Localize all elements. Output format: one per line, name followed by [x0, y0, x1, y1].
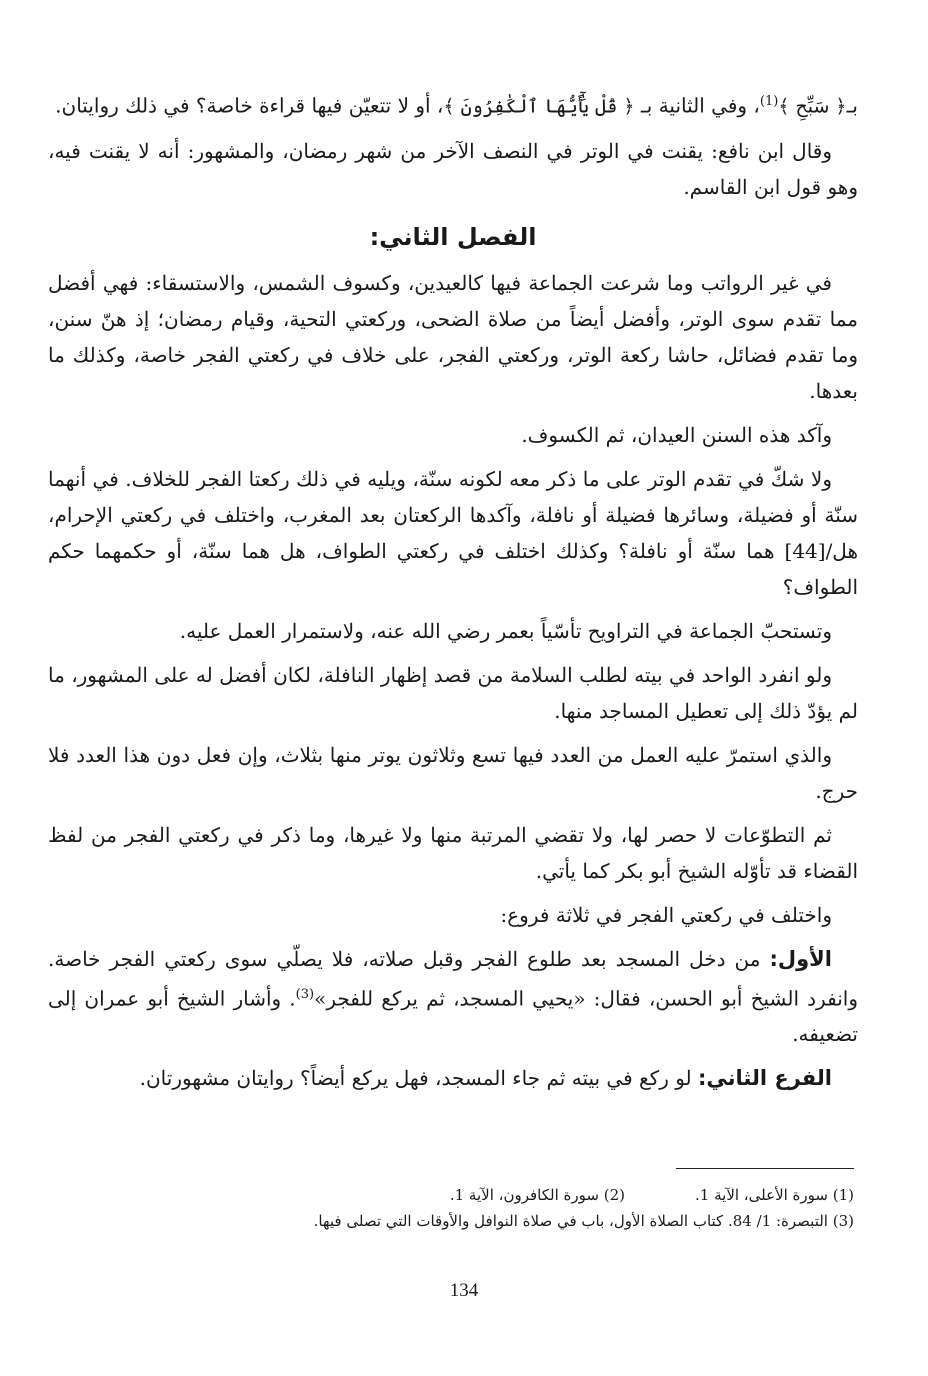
section-heading: الفصل الثاني:: [369, 222, 537, 251]
paragraph: ثم التطوّعات لا حصر لها، ولا تقضي المرتبة منها ولا غيرها، وما ذكر في ركعتي الفجر من لفظ القضاء قد تأوّله الشيخ أبو بكر كما يأتي.: [48, 822, 858, 883]
paragraph-branch-first: [48, 941, 858, 1053]
paragraph: وتستحبّ الجماعة في التراويح تأسّياً بعمر رضي الله عنه، ولاستمرار العمل عليه.: [179, 618, 832, 643]
paragraph: وقال ابن نافع: يقنت في الوتر في النصف الآخر من شهر رمضان، والمشهور: أنه لا يقنت فيه، وهو قول ابن القاسم.: [48, 138, 858, 199]
footnote-ref: (3): [295, 986, 315, 1002]
footnotes: [64, 1182, 854, 1234]
footnote-2: (2) سورة الكافرون، الآية 1.: [449, 1186, 625, 1204]
text-fragment: . وأشار الشيخ أبو عمران إلى تضعيفه.: [48, 986, 858, 1047]
quran-verse: ﴿ قُلْ يَٰٓأَيُّهَا ٱلْكَٰفِرُونَ ﴾: [443, 95, 635, 118]
paragraph: والذي استمرّ عليه العمل من العدد فيها تسع وثلاثون يوتر منها بثلاث، وإن فعل دون هذا العدد فلا حرج.: [48, 742, 858, 803]
paragraph: ولو انفرد الواحد في بيته لطلب السلامة من قصد إظهار النافلة، لكان أفضل له على المشهور، ما لم يؤدّ ذلك إلى تعطيل المساجد منها.: [48, 662, 858, 723]
footnote-ref: (1): [759, 94, 779, 109]
branch-label: الفرع الثاني:: [698, 1066, 832, 1091]
paragraph-continued: [48, 84, 858, 125]
paragraph: واختلف في ركعتي الفجر في ثلاثة فروع:: [500, 902, 832, 927]
page-body: [48, 84, 858, 1104]
text-fragment: لو ركع في بيته ثم جاء المسجد، فهل يركع أيضاً؟ روايتان مشهورتان.: [139, 1066, 698, 1091]
text-fragment: ، وفي الثانية بـ: [640, 93, 760, 118]
footnote-row: [64, 1182, 854, 1208]
text-fragment: ، أو لا تتعيّن فيها قراءة خاصة؟ في ذلك روايتان.: [55, 93, 444, 118]
footnote-3: (3) التبصرة: 1/ 84. كتاب الصلاة الأول، باب في صلاة النوافل والأوقات التي تصلى فيها.: [313, 1212, 854, 1230]
paragraph: ولا شكّ في تقدم الوتر على ما ذكر معه لكونه سنّة، ويليه في ذلك ركعتا الفجر للخلاف. في أنهما سنّة أو فضيلة، وسائرها فضيلة أو نافلة، وآكدها الركعتان بعد المغرب، واختلف في ركعتي الإحرام، هل/[44] هما سنّة أو نافلة؟ وكذلك اختلف في ركعتي الطواف، هل هما سنّة، أو حكمهما حكم الطواف؟: [48, 466, 858, 599]
paragraph: وآكد هذه السنن العيدان، ثم الكسوف.: [521, 422, 832, 447]
footnote-divider: [676, 1168, 854, 1169]
page-number: 134: [449, 1280, 479, 1301]
paragraph-branch-second: [48, 1060, 858, 1096]
footnote-1: (1) سورة الأعلى، الآية 1.: [695, 1186, 854, 1204]
branch-label: الأول:: [769, 946, 832, 971]
paragraph: في غير الرواتب وما شرعت الجماعة فيها كالعيدين، وكسوف الشمس، والاستسقاء: فهي أفضل مما تقدم سوى الوتر، وأفضل أيضاً من صلاة الضحى، وركعتي التحية، وقيام رمضان؛ إذ هنّ سنن، وما تقدم فضائل، حاشا ركعة الوتر، وركعتي الفجر، على خلاف في ركعتي الفجر خاصة، وكذلك ما بعدها.: [48, 270, 858, 403]
text-fragment: من دخل المسجد بعد طلوع الفجر وقبل صلاته، فلا يصلّي سوى ركعتي الفجر خاصة. وانفرد الشيخ أبو الحسن، فقال: «يحيي المسجد، ثم يركع للفجر»: [48, 946, 858, 1011]
text-fragment: بـ: [846, 93, 858, 118]
quran-verse: ﴿ سَبِّحِ ﴾: [778, 95, 847, 118]
